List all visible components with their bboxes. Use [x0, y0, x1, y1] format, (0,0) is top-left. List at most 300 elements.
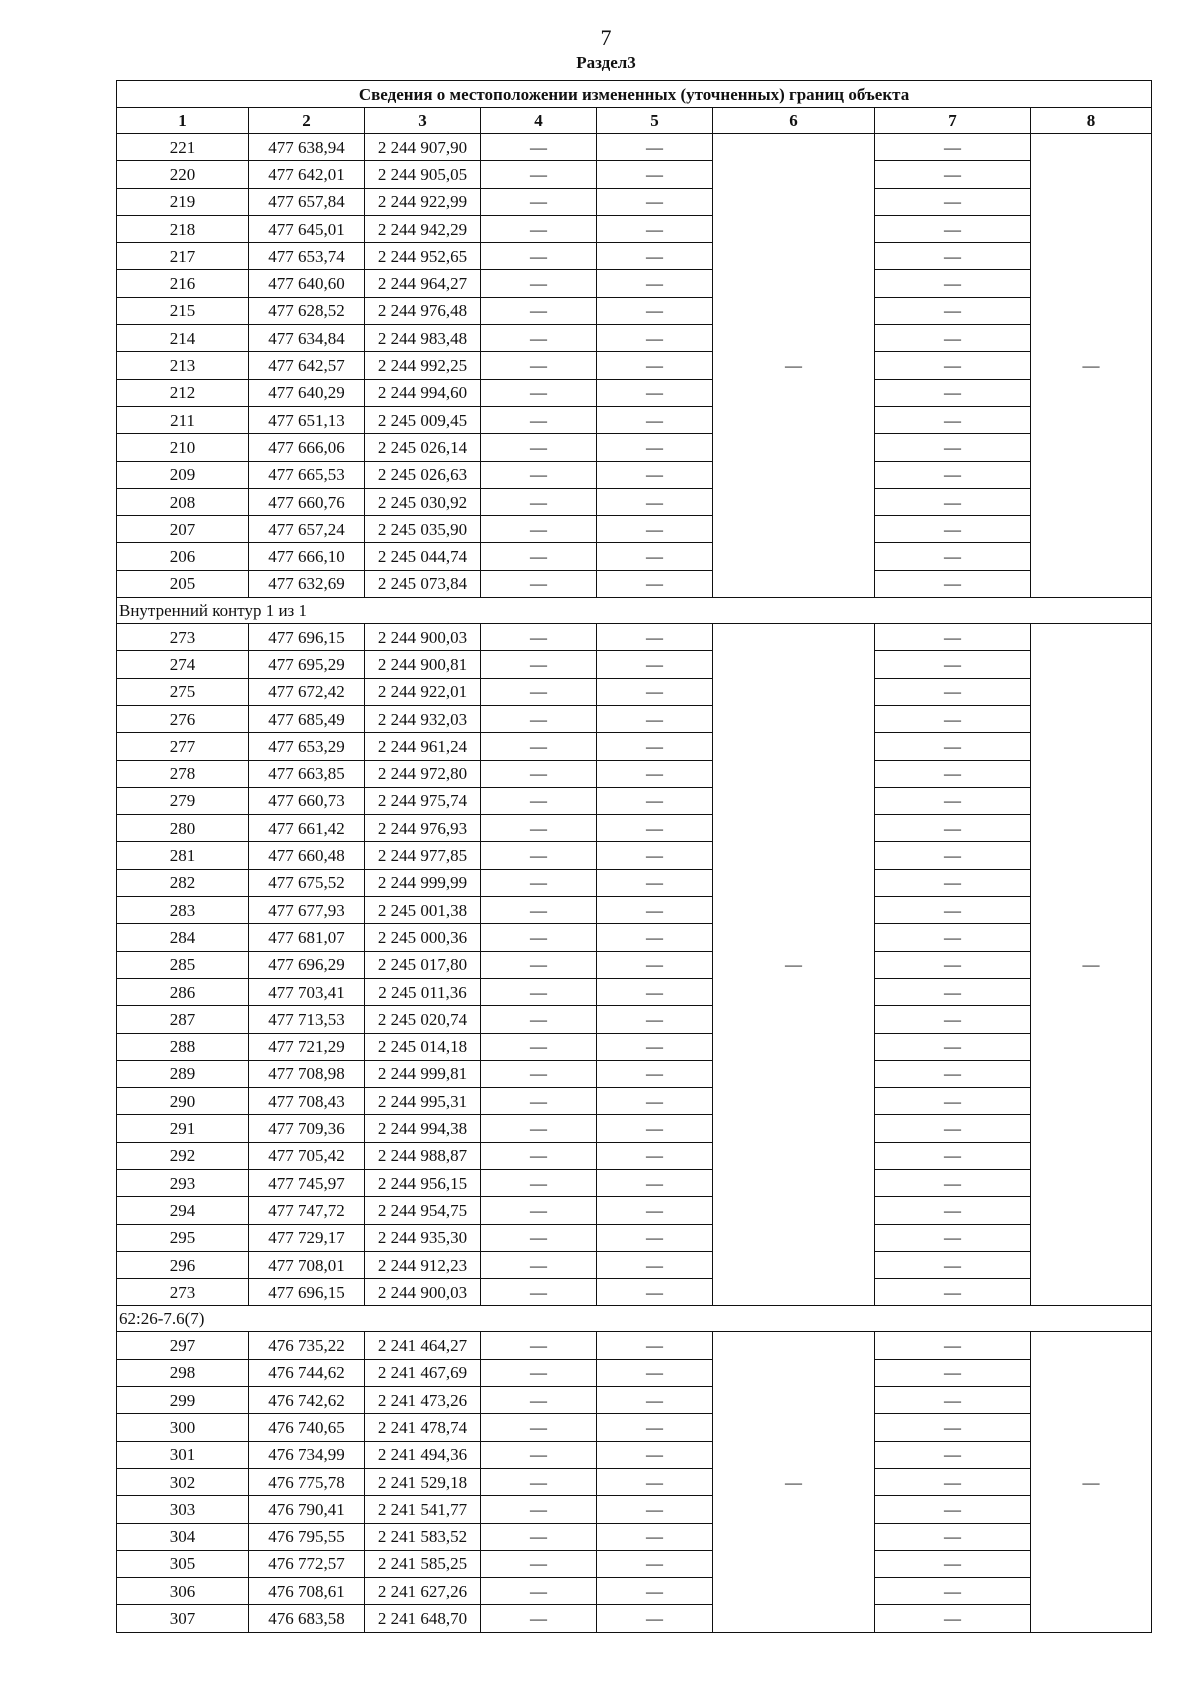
table-caption-row: [117, 81, 1152, 108]
table-caption: Сведения о местоположении измененных (уточненных) границ объекта: [117, 81, 1152, 108]
coordinate-y: 2 241 627,26: [365, 1578, 481, 1605]
point-number: 291: [117, 1115, 249, 1142]
coordinate-y: 2 241 478,74: [365, 1414, 481, 1441]
column-header-1: 1: [117, 108, 249, 134]
coordinate-y: 2 244 964,27: [365, 270, 481, 297]
column-4-cell: —: [481, 1441, 597, 1468]
coordinate-y: 2 244 900,03: [365, 1279, 481, 1306]
column-8-dash: —: [1082, 356, 1100, 376]
table-row: [117, 379, 1152, 406]
column-4-cell: —: [481, 1332, 597, 1359]
coordinate-x: 477 657,24: [249, 516, 365, 543]
column-4-cell: —: [481, 270, 597, 297]
column-7-cell: —: [875, 787, 1031, 814]
coordinate-x: 477 708,01: [249, 1251, 365, 1278]
column-header-8: 8: [1031, 108, 1152, 134]
table-row: [117, 1060, 1152, 1087]
column-7-cell: —: [875, 869, 1031, 896]
column-4-cell: —: [481, 461, 597, 488]
table-row: [117, 297, 1152, 324]
coordinate-y: 2 244 992,25: [365, 352, 481, 379]
column-4-cell: —: [481, 243, 597, 270]
table-row: [117, 705, 1152, 732]
column-4-cell: —: [481, 406, 597, 433]
coordinate-x: 477 708,43: [249, 1088, 365, 1115]
coordinate-y: 2 244 977,85: [365, 842, 481, 869]
table-row: [117, 543, 1152, 570]
point-number: 208: [117, 488, 249, 515]
coordinate-y: 2 245 009,45: [365, 406, 481, 433]
column-5-cell: —: [597, 1359, 713, 1386]
column-7-cell: —: [875, 678, 1031, 705]
column-4-cell: —: [481, 815, 597, 842]
column-5-cell: —: [597, 897, 713, 924]
table-row: [117, 215, 1152, 242]
coordinate-y: 2 245 011,36: [365, 978, 481, 1005]
coordinate-y: 2 245 035,90: [365, 516, 481, 543]
coordinate-y: 2 244 999,99: [365, 869, 481, 896]
coordinate-x: 476 742,62: [249, 1387, 365, 1414]
column-4-cell: —: [481, 488, 597, 515]
column-7-cell: —: [875, 1496, 1031, 1523]
column-4-cell: —: [481, 134, 597, 161]
column-4-cell: —: [481, 1224, 597, 1251]
column-5-cell: —: [597, 1496, 713, 1523]
column-8-merged-cell: [1031, 624, 1152, 1306]
point-number: 299: [117, 1387, 249, 1414]
coordinate-y: 2 244 961,24: [365, 733, 481, 760]
column-5-cell: —: [597, 1387, 713, 1414]
coordinate-x: 476 790,41: [249, 1496, 365, 1523]
column-5-cell: —: [597, 188, 713, 215]
column-4-cell: —: [481, 678, 597, 705]
column-4-cell: —: [481, 1169, 597, 1196]
column-5-cell: —: [597, 1033, 713, 1060]
column-5-cell: —: [597, 1169, 713, 1196]
column-header-row: [117, 108, 1152, 134]
column-7-cell: —: [875, 134, 1031, 161]
coordinate-x: 477 660,48: [249, 842, 365, 869]
column-4-cell: —: [481, 897, 597, 924]
column-4-cell: —: [481, 787, 597, 814]
column-5-cell: —: [597, 842, 713, 869]
table-row: [117, 352, 1152, 379]
column-7-cell: —: [875, 897, 1031, 924]
point-number: 303: [117, 1496, 249, 1523]
column-7-cell: —: [875, 1224, 1031, 1251]
coordinate-x: 477 681,07: [249, 924, 365, 951]
column-4-cell: —: [481, 352, 597, 379]
column-5-cell: —: [597, 787, 713, 814]
column-7-cell: —: [875, 1197, 1031, 1224]
table-row: [117, 1550, 1152, 1577]
table-row: [117, 434, 1152, 461]
column-5-cell: —: [597, 869, 713, 896]
column-4-cell: —: [481, 379, 597, 406]
coordinate-x: 476 708,61: [249, 1578, 365, 1605]
column-4-cell: —: [481, 951, 597, 978]
column-4-cell: —: [481, 161, 597, 188]
column-4-cell: —: [481, 1550, 597, 1577]
coordinate-x: 477 638,94: [249, 134, 365, 161]
coordinate-x: 477 747,72: [249, 1197, 365, 1224]
column-header-6: 6: [713, 108, 875, 134]
coordinate-y: 2 244 994,38: [365, 1115, 481, 1142]
table-row: [117, 678, 1152, 705]
column-5-cell: —: [597, 1578, 713, 1605]
point-number: 304: [117, 1523, 249, 1550]
column-5-cell: —: [597, 243, 713, 270]
column-4-cell: —: [481, 570, 597, 597]
table-row: [117, 1332, 1152, 1359]
column-5-cell: —: [597, 1197, 713, 1224]
column-5-cell: —: [597, 1142, 713, 1169]
column-7-cell: —: [875, 379, 1031, 406]
point-number: 213: [117, 352, 249, 379]
table-row: [117, 787, 1152, 814]
point-number: 274: [117, 651, 249, 678]
coordinate-x: 477 660,73: [249, 787, 365, 814]
column-7-cell: —: [875, 1060, 1031, 1087]
point-number: 206: [117, 543, 249, 570]
coordinate-x: 477 729,17: [249, 1224, 365, 1251]
column-5-cell: —: [597, 951, 713, 978]
coordinate-x: 477 634,84: [249, 325, 365, 352]
column-5-cell: —: [597, 570, 713, 597]
coordinate-y: 2 245 026,63: [365, 461, 481, 488]
column-6-dash: —: [785, 1472, 802, 1492]
column-7-cell: —: [875, 570, 1031, 597]
coordinate-y: 2 244 999,81: [365, 1060, 481, 1087]
coordinate-x: 477 703,41: [249, 978, 365, 1005]
coordinate-x: 477 708,98: [249, 1060, 365, 1087]
point-number: 292: [117, 1142, 249, 1169]
point-number: 276: [117, 705, 249, 732]
coordinate-x: 476 740,65: [249, 1414, 365, 1441]
table-row: [117, 570, 1152, 597]
column-4-cell: —: [481, 516, 597, 543]
point-number: 290: [117, 1088, 249, 1115]
coordinate-y: 2 241 585,25: [365, 1550, 481, 1577]
coordinate-x: 477 632,69: [249, 570, 365, 597]
coordinate-y: 2 244 994,60: [365, 379, 481, 406]
point-number: 275: [117, 678, 249, 705]
column-7-cell: —: [875, 516, 1031, 543]
column-5-cell: —: [597, 1088, 713, 1115]
column-4-cell: —: [481, 842, 597, 869]
coordinate-x: 477 640,29: [249, 379, 365, 406]
column-8-merged-cell: [1031, 1332, 1152, 1632]
coordinate-x: 476 772,57: [249, 1550, 365, 1577]
column-4-cell: —: [481, 1496, 597, 1523]
column-4-cell: —: [481, 188, 597, 215]
column-5-cell: —: [597, 488, 713, 515]
column-7-cell: —: [875, 951, 1031, 978]
column-5-cell: —: [597, 325, 713, 352]
column-7-cell: —: [875, 1251, 1031, 1278]
point-number: 212: [117, 379, 249, 406]
column-5-cell: —: [597, 924, 713, 951]
boundary-coordinates-table: [116, 80, 1152, 1633]
column-4-cell: —: [481, 1006, 597, 1033]
point-number: 278: [117, 760, 249, 787]
coordinate-x: 476 775,78: [249, 1468, 365, 1495]
page-number: 7: [600, 25, 612, 50]
column-7-cell: —: [875, 705, 1031, 732]
column-5-cell: —: [597, 1605, 713, 1632]
point-number: 209: [117, 461, 249, 488]
column-7-cell: —: [875, 924, 1031, 951]
table-row: [117, 897, 1152, 924]
point-number: 279: [117, 787, 249, 814]
coordinate-x: 477 645,01: [249, 215, 365, 242]
column-5-cell: —: [597, 624, 713, 651]
point-number: 306: [117, 1578, 249, 1605]
column-8-merged-cell: [1031, 134, 1152, 598]
coordinate-y: 2 245 000,36: [365, 924, 481, 951]
table-row: [117, 842, 1152, 869]
column-5-cell: —: [597, 1550, 713, 1577]
column-7-cell: —: [875, 1115, 1031, 1142]
point-number: 277: [117, 733, 249, 760]
coordinate-x: 477 696,15: [249, 1279, 365, 1306]
column-7-cell: —: [875, 297, 1031, 324]
coordinate-y: 2 244 900,81: [365, 651, 481, 678]
column-5-cell: —: [597, 461, 713, 488]
column-6-merged-cell: [713, 1332, 875, 1632]
coordinate-x: 476 795,55: [249, 1523, 365, 1550]
column-7-cell: —: [875, 1279, 1031, 1306]
point-number: 301: [117, 1441, 249, 1468]
column-5-cell: —: [597, 678, 713, 705]
column-7-cell: —: [875, 188, 1031, 215]
coordinate-y: 2 244 976,48: [365, 297, 481, 324]
point-number: 307: [117, 1605, 249, 1632]
coordinate-x: 476 744,62: [249, 1359, 365, 1386]
coordinate-y: 2 244 932,03: [365, 705, 481, 732]
column-4-cell: —: [481, 760, 597, 787]
column-5-cell: —: [597, 1060, 713, 1087]
point-number: 300: [117, 1414, 249, 1441]
column-5-cell: —: [597, 651, 713, 678]
table-row: [117, 1006, 1152, 1033]
point-number: 281: [117, 842, 249, 869]
column-header-2: 2: [249, 108, 365, 134]
column-7-cell: —: [875, 1414, 1031, 1441]
column-4-cell: —: [481, 297, 597, 324]
coordinate-x: 477 642,01: [249, 161, 365, 188]
coordinate-y: 2 244 907,90: [365, 134, 481, 161]
column-4-cell: —: [481, 924, 597, 951]
table-row: [117, 1578, 1152, 1605]
column-7-cell: —: [875, 978, 1031, 1005]
coordinate-x: 477 695,29: [249, 651, 365, 678]
table-row: [117, 243, 1152, 270]
coordinate-x: 477 653,29: [249, 733, 365, 760]
coordinate-y: 2 245 044,74: [365, 543, 481, 570]
point-number: 284: [117, 924, 249, 951]
column-5-cell: —: [597, 543, 713, 570]
table-row: [117, 1033, 1152, 1060]
coordinate-x: 476 683,58: [249, 1605, 365, 1632]
coordinate-x: 477 657,84: [249, 188, 365, 215]
column-4-cell: —: [481, 1088, 597, 1115]
column-5-cell: —: [597, 297, 713, 324]
column-4-cell: —: [481, 705, 597, 732]
table-row: [117, 134, 1152, 161]
column-4-cell: —: [481, 978, 597, 1005]
coordinate-x: 477 663,85: [249, 760, 365, 787]
point-number: 283: [117, 897, 249, 924]
coordinate-x: 477 705,42: [249, 1142, 365, 1169]
coordinate-x: 477 696,15: [249, 624, 365, 651]
table-row: [117, 760, 1152, 787]
column-4-cell: —: [481, 869, 597, 896]
table-row: [117, 1359, 1152, 1386]
column-5-cell: —: [597, 1468, 713, 1495]
coordinate-y: 2 245 014,18: [365, 1033, 481, 1060]
coordinate-x: 477 628,52: [249, 297, 365, 324]
table-row: [117, 978, 1152, 1005]
column-7-cell: —: [875, 1033, 1031, 1060]
point-number: 210: [117, 434, 249, 461]
coordinate-x: 477 665,53: [249, 461, 365, 488]
table-row: [117, 1197, 1152, 1224]
point-number: 282: [117, 869, 249, 896]
column-4-cell: —: [481, 1142, 597, 1169]
column-4-cell: —: [481, 1060, 597, 1087]
coordinate-x: 477 651,13: [249, 406, 365, 433]
coordinate-y: 2 244 900,03: [365, 624, 481, 651]
coordinate-y: 2 245 020,74: [365, 1006, 481, 1033]
column-4-cell: —: [481, 1115, 597, 1142]
point-number: 298: [117, 1359, 249, 1386]
column-4-cell: —: [481, 543, 597, 570]
coordinate-y: 2 245 026,14: [365, 434, 481, 461]
column-5-cell: —: [597, 215, 713, 242]
point-number: 214: [117, 325, 249, 352]
column-5-cell: —: [597, 815, 713, 842]
point-number: 220: [117, 161, 249, 188]
column-7-cell: —: [875, 842, 1031, 869]
column-5-cell: —: [597, 352, 713, 379]
coordinate-y: 2 245 073,84: [365, 570, 481, 597]
point-number: 205: [117, 570, 249, 597]
column-8-dash: —: [1082, 955, 1100, 975]
coordinate-x: 477 709,36: [249, 1115, 365, 1142]
coordinate-y: 2 241 467,69: [365, 1359, 481, 1386]
column-5-cell: —: [597, 406, 713, 433]
point-number: 218: [117, 215, 249, 242]
column-5-cell: —: [597, 134, 713, 161]
coordinate-y: 2 244 976,93: [365, 815, 481, 842]
table-row: [117, 488, 1152, 515]
coordinate-y: 2 241 541,77: [365, 1496, 481, 1523]
column-4-cell: —: [481, 215, 597, 242]
column-7-cell: —: [875, 1468, 1031, 1495]
coordinate-y: 2 244 912,23: [365, 1251, 481, 1278]
column-7-cell: —: [875, 1332, 1031, 1359]
coordinate-y: 2 245 001,38: [365, 897, 481, 924]
point-number: 207: [117, 516, 249, 543]
coordinate-y: 2 244 954,75: [365, 1197, 481, 1224]
table-row: [117, 869, 1152, 896]
table-row: [117, 461, 1152, 488]
table-row: [117, 406, 1152, 433]
column-5-cell: —: [597, 270, 713, 297]
coordinate-y: 2 244 952,65: [365, 243, 481, 270]
point-number: 221: [117, 134, 249, 161]
coordinate-x: 477 677,93: [249, 897, 365, 924]
coordinate-y: 2 241 473,26: [365, 1387, 481, 1414]
point-number: 215: [117, 297, 249, 324]
table-row: [117, 1088, 1152, 1115]
coordinate-x: 477 666,06: [249, 434, 365, 461]
coordinate-x: 477 661,42: [249, 815, 365, 842]
column-7-cell: —: [875, 815, 1031, 842]
column-7-cell: —: [875, 1523, 1031, 1550]
column-5-cell: —: [597, 1006, 713, 1033]
table-row: [117, 1523, 1152, 1550]
coordinate-x: 477 660,76: [249, 488, 365, 515]
column-7-cell: —: [875, 270, 1031, 297]
column-7-cell: —: [875, 760, 1031, 787]
table-row: [117, 951, 1152, 978]
column-header-5: 5: [597, 108, 713, 134]
coordinate-y: 2 244 922,01: [365, 678, 481, 705]
column-7-cell: —: [875, 1578, 1031, 1605]
point-number: 297: [117, 1332, 249, 1359]
table-row: [117, 188, 1152, 215]
column-7-cell: —: [875, 243, 1031, 270]
coordinate-y: 2 241 464,27: [365, 1332, 481, 1359]
column-4-cell: —: [481, 1359, 597, 1386]
column-7-cell: —: [875, 1169, 1031, 1196]
column-7-cell: —: [875, 488, 1031, 515]
column-5-cell: —: [597, 379, 713, 406]
column-4-cell: —: [481, 434, 597, 461]
column-7-cell: —: [875, 161, 1031, 188]
coordinate-y: 2 244 975,74: [365, 787, 481, 814]
column-5-cell: —: [597, 1251, 713, 1278]
column-5-cell: —: [597, 1115, 713, 1142]
point-number: 293: [117, 1169, 249, 1196]
coordinate-y: 2 241 583,52: [365, 1523, 481, 1550]
table-row: [117, 1468, 1152, 1495]
table-row: [117, 1414, 1152, 1441]
column-6-merged-cell: [713, 134, 875, 598]
coordinate-x: 477 721,29: [249, 1033, 365, 1060]
point-number: 296: [117, 1251, 249, 1278]
coordinate-x: 477 685,49: [249, 705, 365, 732]
table-row: [117, 1115, 1152, 1142]
table-row: [117, 1224, 1152, 1251]
column-7-cell: —: [875, 406, 1031, 433]
column-4-cell: —: [481, 624, 597, 651]
column-4-cell: —: [481, 1033, 597, 1060]
point-number: 211: [117, 406, 249, 433]
column-5-cell: —: [597, 733, 713, 760]
column-4-cell: —: [481, 1387, 597, 1414]
column-7-cell: —: [875, 733, 1031, 760]
column-4-cell: —: [481, 1251, 597, 1278]
point-number: 285: [117, 951, 249, 978]
coordinate-y: 2 244 935,30: [365, 1224, 481, 1251]
column-4-cell: —: [481, 325, 597, 352]
column-5-cell: —: [597, 1224, 713, 1251]
point-number: 287: [117, 1006, 249, 1033]
table-row: [117, 624, 1152, 651]
